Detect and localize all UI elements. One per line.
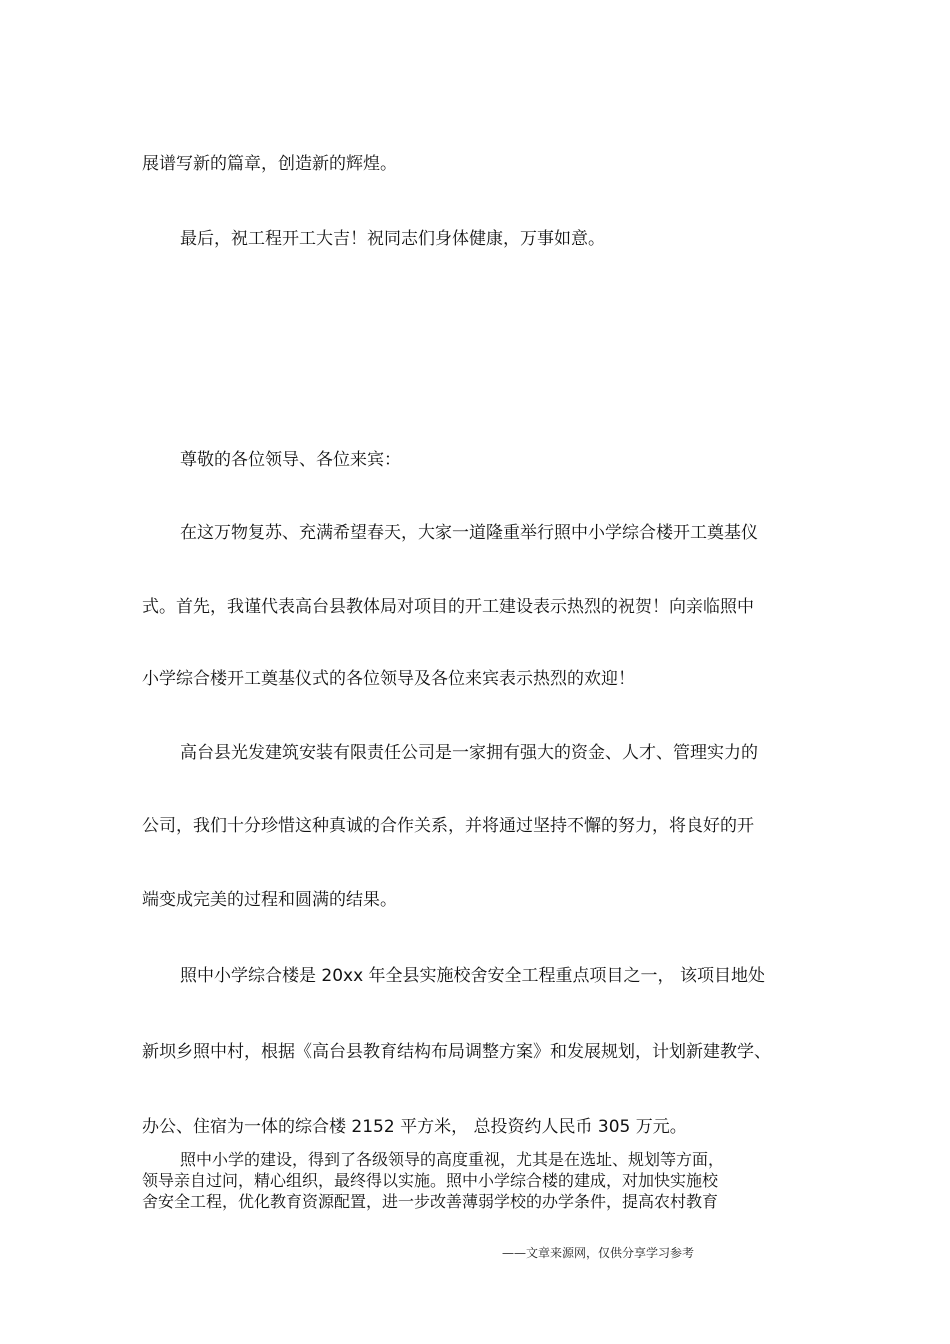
- text-line: 公司，我们十分珍惜这种真诚的合作关系，并将通过坚持不懈的努力，将良好的开: [142, 816, 754, 836]
- source-footer: ——文章来源网，仅供分享学习参考: [502, 1246, 695, 1260]
- text-line: 办公、住宿为一体的综合楼 2152 平方米， 总投资约人民币 305 万元。: [142, 1117, 687, 1137]
- text-line: 领导亲自过问，精心组织，最终得以实施。照中小学综合楼的建成，对加快实施校: [142, 1171, 719, 1190]
- text-line: 舍安全工程，优化教育资源配置，进一步改善薄弱学校的办学条件，提高农村教育: [142, 1192, 719, 1211]
- text-line: 端变成完美的过程和圆满的结果。: [142, 890, 397, 910]
- text-line: 照中小学综合楼是 20xx 年全县实施校舍安全工程重点项目之一， 该项目地处: [180, 966, 765, 986]
- text-line: 展谱写新的篇章，创造新的辉煌。: [142, 154, 397, 174]
- text-line: 在这万物复苏、充满希望春天，大家一道隆重举行照中小学综合楼开工奠基仪: [180, 523, 758, 543]
- text-line: 最后，祝工程开工大吉！祝同志们身体健康，万事如意。: [180, 229, 605, 249]
- salutation: 尊敬的各位领导、各位来宾：: [180, 450, 401, 470]
- text-line: 式。首先，我谨代表高台县教体局对项目的开工建设表示热烈的祝贺！向亲临照中: [142, 597, 754, 617]
- text-line: 新坝乡照中村，根据《高台县教育结构布局调整方案》和发展规划，计划新建教学、: [142, 1042, 771, 1062]
- text-line: 照中小学的建设，得到了各级领导的高度重视，尤其是在选址、规划等方面，: [180, 1150, 725, 1169]
- text-line: 小学综合楼开工奠基仪式的各位领导及各位来宾表示热烈的欢迎！: [142, 669, 635, 689]
- text-line: 高台县光发建筑安装有限责任公司是一家拥有强大的资金、人才、管理实力的: [180, 743, 758, 763]
